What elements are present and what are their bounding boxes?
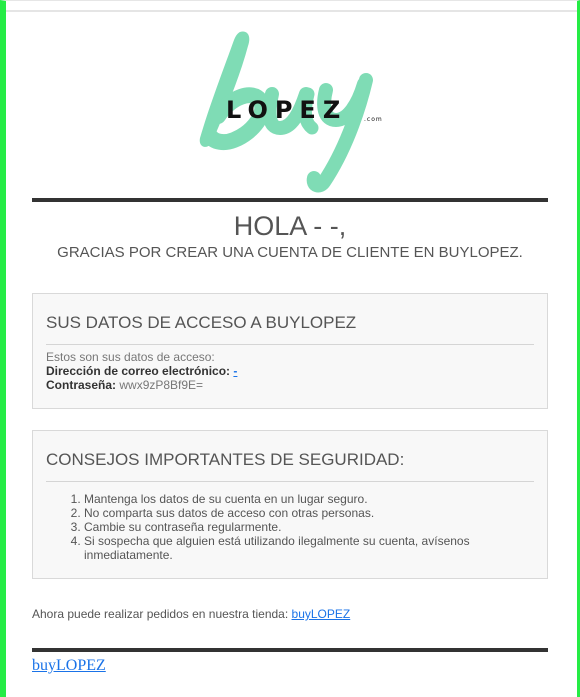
list-item: 4. Si sospecha que alguien está utilizando ilegalmente su cuenta, avísenos inmediatamente. <box>84 534 507 562</box>
logo-mark <box>188 24 393 194</box>
logo-wordmark: LOPEZ <box>226 96 348 124</box>
list-item: 2. No comparta sus datos de acceso con otras personas. <box>84 506 507 520</box>
access-panel-title: SUS DATOS DE ACCESO A BUYLOPEZ <box>46 313 534 345</box>
logo-suffix: .com <box>364 116 383 123</box>
email-label: Dirección de correo electrónico: <box>46 364 231 378</box>
access-data-panel <box>32 293 548 409</box>
footer-divider <box>32 648 548 652</box>
welcome-subtitle: GRACIAS POR CREAR UNA CUENTA DE CLIENTE EN BUYLOPEZ. <box>57 244 523 261</box>
top-divider <box>6 10 577 12</box>
list-item: 1. Mantenga los datos de su cuenta en un lugar seguro. <box>84 492 507 506</box>
list-item: 3. Cambie su contraseña regularmente. <box>84 520 507 534</box>
order-now-text <box>32 607 350 621</box>
buylopez-logo[interactable] <box>188 24 393 194</box>
security-tips-panel <box>32 430 548 579</box>
password-value: wwx9zP8Bf9E= <box>119 378 204 392</box>
email-link[interactable]: - <box>233 364 238 378</box>
security-tips-list <box>46 492 507 562</box>
password-label: Contraseña: <box>46 378 117 392</box>
email-row <box>46 364 534 378</box>
footer-store-link[interactable]: buyLOPEZ <box>32 657 106 674</box>
store-link[interactable]: buyLOPEZ <box>291 607 351 621</box>
password-row <box>46 378 534 392</box>
order-now-label: Ahora puede realizar pedidos en nuestra tienda: <box>32 607 289 621</box>
security-panel-title: CONSEJOS IMPORTANTES DE SEGURIDAD: <box>46 450 534 482</box>
greeting-heading: HOLA - -, <box>233 211 347 241</box>
access-intro: Estos son sus datos de acceso: <box>46 350 215 364</box>
header-divider <box>32 198 548 202</box>
access-details <box>46 350 534 392</box>
